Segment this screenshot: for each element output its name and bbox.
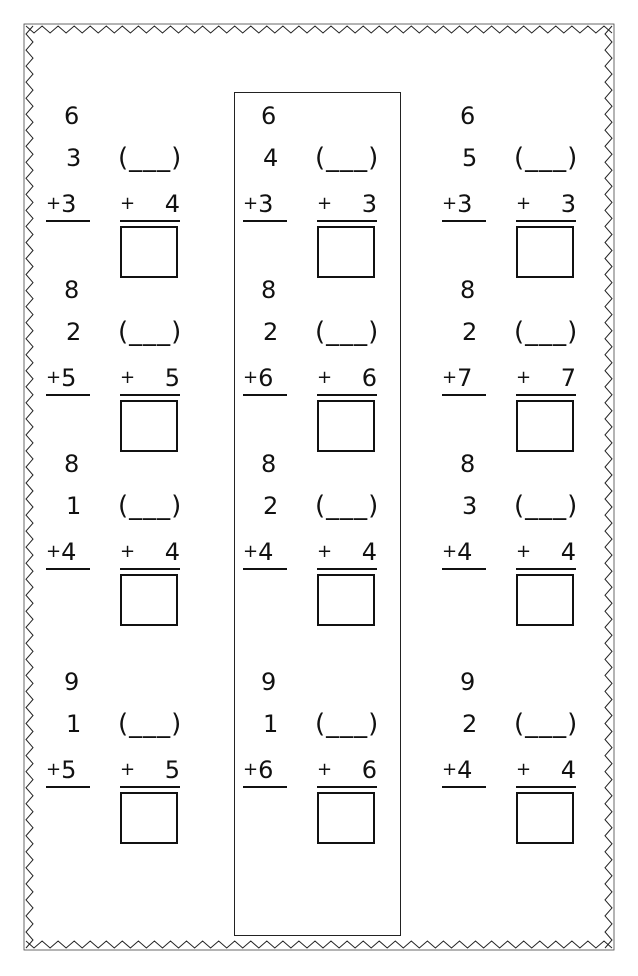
bottom-number: 6 <box>258 364 274 392</box>
answer-box[interactable] <box>516 574 574 626</box>
second-addend-number: 6 <box>361 756 377 784</box>
bottom-number: 6 <box>258 756 274 784</box>
middle-number: 1 <box>66 710 82 738</box>
addition-problem <box>442 102 602 292</box>
second-addend <box>120 190 180 222</box>
bottom-addend <box>243 538 287 570</box>
top-number: 8 <box>261 450 277 478</box>
answer-box[interactable] <box>317 400 375 452</box>
plus-sign: + <box>442 541 458 562</box>
middle-number: 4 <box>263 144 279 172</box>
plus-sign: + <box>317 759 333 780</box>
second-addend-number: 4 <box>560 756 576 784</box>
second-addend-number: 6 <box>361 364 377 392</box>
top-number: 8 <box>460 450 476 478</box>
bottom-addend <box>46 756 90 788</box>
plus-sign: + <box>243 367 259 388</box>
answer-box[interactable] <box>516 400 574 452</box>
bottom-number: 4 <box>258 538 274 566</box>
middle-number: 1 <box>263 710 279 738</box>
bottom-number: 5 <box>61 756 77 784</box>
answer-box[interactable] <box>516 226 574 278</box>
second-addend <box>317 190 377 222</box>
blank-parenthesis[interactable]: (___) <box>118 143 183 173</box>
top-number: 6 <box>64 102 80 130</box>
middle-number: 3 <box>462 492 478 520</box>
second-addend-number: 7 <box>560 364 576 392</box>
top-number: 8 <box>64 276 80 304</box>
plus-sign: + <box>516 193 532 214</box>
middle-number: 1 <box>66 492 82 520</box>
addition-problem <box>243 668 403 858</box>
top-number: 9 <box>460 668 476 696</box>
plus-sign: + <box>442 759 458 780</box>
plus-sign: + <box>120 541 136 562</box>
plus-sign: + <box>243 759 259 780</box>
answer-box[interactable] <box>120 226 178 278</box>
second-addend <box>516 538 576 570</box>
answer-box[interactable] <box>317 574 375 626</box>
plus-sign: + <box>317 367 333 388</box>
blank-parenthesis[interactable]: (___) <box>514 317 579 347</box>
second-addend-number: 4 <box>164 190 180 218</box>
bottom-number: 4 <box>61 538 77 566</box>
bottom-number: 3 <box>61 190 77 218</box>
plus-sign: + <box>243 193 259 214</box>
second-addend <box>120 364 180 396</box>
addition-problem <box>46 668 206 858</box>
plus-sign: + <box>46 193 62 214</box>
middle-number: 2 <box>462 318 478 346</box>
blank-parenthesis[interactable]: (___) <box>315 317 380 347</box>
answer-box[interactable] <box>317 792 375 844</box>
plus-sign: + <box>442 193 458 214</box>
addition-problem <box>46 276 206 466</box>
bottom-addend <box>243 190 287 222</box>
addition-problem <box>243 450 403 640</box>
bottom-addend <box>442 538 486 570</box>
middle-number: 2 <box>263 318 279 346</box>
addition-problem <box>243 102 403 292</box>
plus-sign: + <box>46 759 62 780</box>
second-addend <box>516 364 576 396</box>
middle-number: 5 <box>462 144 478 172</box>
plus-sign: + <box>516 541 532 562</box>
plus-sign: + <box>46 541 62 562</box>
second-addend <box>317 538 377 570</box>
second-addend <box>317 756 377 788</box>
second-addend-number: 4 <box>560 538 576 566</box>
second-addend <box>120 756 180 788</box>
addition-problem <box>442 276 602 466</box>
middle-number: 2 <box>263 492 279 520</box>
blank-parenthesis[interactable]: (___) <box>315 709 380 739</box>
plus-sign: + <box>120 193 136 214</box>
blank-parenthesis[interactable]: (___) <box>514 491 579 521</box>
bottom-number: 4 <box>457 756 473 784</box>
second-addend <box>120 538 180 570</box>
plus-sign: + <box>46 367 62 388</box>
second-addend-number: 5 <box>164 756 180 784</box>
addition-problem <box>442 668 602 858</box>
blank-parenthesis[interactable]: (___) <box>118 491 183 521</box>
middle-number: 2 <box>66 318 82 346</box>
plus-sign: + <box>442 367 458 388</box>
second-addend-number: 5 <box>164 364 180 392</box>
top-number: 8 <box>460 276 476 304</box>
plus-sign: + <box>317 193 333 214</box>
bottom-number: 4 <box>457 538 473 566</box>
answer-box[interactable] <box>120 574 178 626</box>
top-number: 9 <box>64 668 80 696</box>
plus-sign: + <box>516 367 532 388</box>
plus-sign: + <box>120 367 136 388</box>
plus-sign: + <box>243 541 259 562</box>
top-number: 6 <box>261 102 277 130</box>
top-number: 9 <box>261 668 277 696</box>
second-addend <box>317 364 377 396</box>
second-addend-number: 4 <box>361 538 377 566</box>
answer-box[interactable] <box>120 792 178 844</box>
bottom-addend <box>442 190 486 222</box>
blank-parenthesis[interactable]: (___) <box>315 143 380 173</box>
answer-box[interactable] <box>317 226 375 278</box>
middle-number: 2 <box>462 710 478 738</box>
middle-number: 3 <box>66 144 82 172</box>
addition-problem <box>442 450 602 640</box>
addition-problem <box>46 102 206 292</box>
plus-sign: + <box>120 759 136 780</box>
answer-box[interactable] <box>120 400 178 452</box>
blank-parenthesis[interactable]: (___) <box>315 491 380 521</box>
blank-parenthesis[interactable]: (___) <box>514 143 579 173</box>
bottom-addend <box>46 538 90 570</box>
answer-box[interactable] <box>516 792 574 844</box>
second-addend-number: 3 <box>361 190 377 218</box>
addition-problem <box>243 276 403 466</box>
second-addend-number: 3 <box>560 190 576 218</box>
bottom-number: 3 <box>258 190 274 218</box>
top-number: 6 <box>460 102 476 130</box>
addition-problem <box>46 450 206 640</box>
bottom-addend <box>243 364 287 396</box>
blank-parenthesis[interactable]: (___) <box>514 709 579 739</box>
top-number: 8 <box>64 450 80 478</box>
bottom-addend <box>243 756 287 788</box>
bottom-addend <box>46 364 90 396</box>
blank-parenthesis[interactable]: (___) <box>118 317 183 347</box>
bottom-number: 3 <box>457 190 473 218</box>
blank-parenthesis[interactable]: (___) <box>118 709 183 739</box>
second-addend <box>516 756 576 788</box>
bottom-number: 5 <box>61 364 77 392</box>
top-number: 8 <box>261 276 277 304</box>
plus-sign: + <box>516 759 532 780</box>
bottom-addend <box>46 190 90 222</box>
bottom-addend <box>442 756 486 788</box>
second-addend <box>516 190 576 222</box>
second-addend-number: 4 <box>164 538 180 566</box>
plus-sign: + <box>317 541 333 562</box>
bottom-addend <box>442 364 486 396</box>
bottom-number: 7 <box>457 364 473 392</box>
